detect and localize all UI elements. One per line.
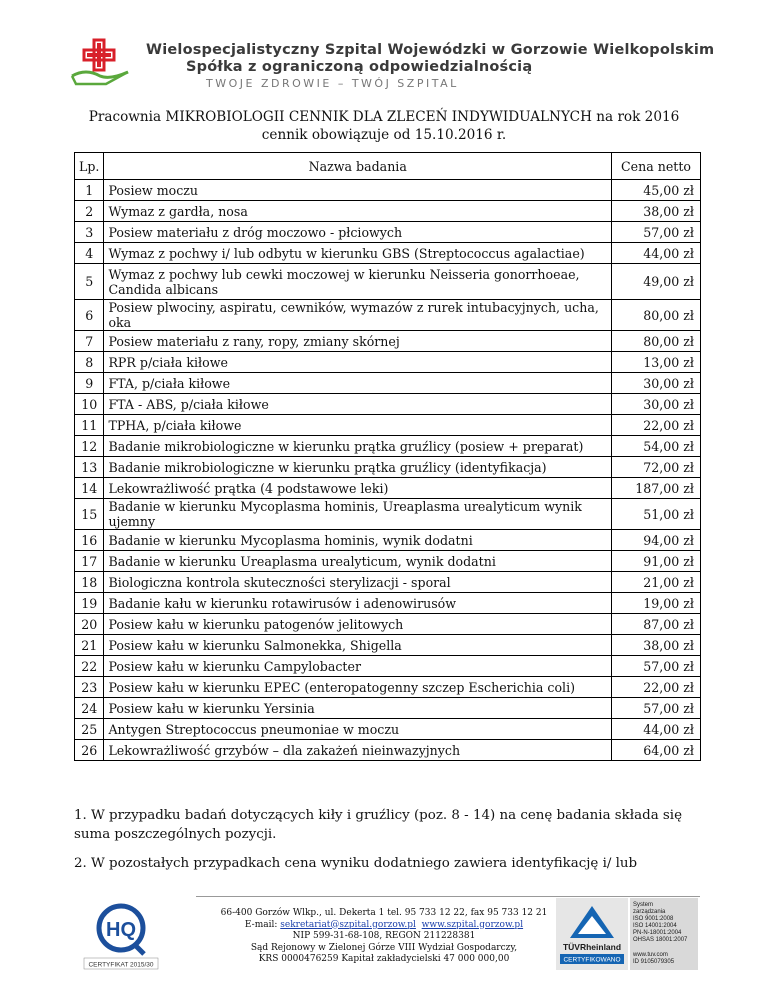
header-test-name: Nazwa badania	[104, 153, 612, 180]
test-name: Posiew materiału z dróg moczowo - płciowych	[104, 222, 612, 243]
table-row	[75, 373, 701, 394]
net-price: 187,00 zł	[612, 478, 701, 499]
row-number: 11	[75, 415, 104, 436]
net-price: 22,00 zł	[612, 415, 701, 436]
row-number: 19	[75, 593, 104, 614]
row-number: 12	[75, 436, 104, 457]
net-price: 30,00 zł	[612, 394, 701, 415]
hospital-legal-form: Spółka z ograniczoną odpowiedzialnością	[186, 59, 533, 75]
net-price: 54,00 zł	[612, 436, 701, 457]
title-line-1: Pracownia MIKROBIOLOGII CENNIK DLA ZLECEŃ INDYWIDUALNYCH na rok 2016	[88, 109, 680, 125]
test-name: Antygen Streptococcus pneumoniae w moczu	[104, 719, 612, 740]
header-net-price: Cena netto	[612, 153, 701, 180]
row-number: 25	[75, 719, 104, 740]
table-row	[75, 457, 701, 478]
net-price: 13,00 zł	[612, 352, 701, 373]
row-number: 18	[75, 572, 104, 593]
table-row	[75, 352, 701, 373]
row-number: 21	[75, 635, 104, 656]
row-number: 24	[75, 698, 104, 719]
tuv-certificate-logo	[556, 898, 698, 970]
net-price: 49,00 zł	[612, 264, 701, 300]
row-number: 1	[75, 180, 104, 201]
table-row	[75, 300, 701, 331]
test-name: Wymaz z gardła, nosa	[104, 201, 612, 222]
net-price: 44,00 zł	[612, 719, 701, 740]
net-price: 45,00 zł	[612, 180, 701, 201]
footer-nip-regon: NIP 599-31-68-108, REGON 211228381	[292, 931, 476, 941]
note-1: 1. W przypadku badań dotyczących kiły i gruźlicy (poz. 8 - 14) na cenę badania składa się suma poszczególnych pozycji.	[74, 808, 683, 842]
row-number: 3	[75, 222, 104, 243]
test-name: Wymaz z pochwy lub cewki moczowej w kierunku Neisseria gonorrhoeae, Candida albicans	[104, 264, 612, 300]
table-row	[75, 572, 701, 593]
table-row	[75, 698, 701, 719]
test-name: Biologiczna kontrola skuteczności sterylizacji - sporal	[104, 572, 612, 593]
row-number: 23	[75, 677, 104, 698]
website-link[interactable]: www.szpital.gorzow.pl	[421, 919, 524, 930]
footer-krs: KRS 0000476259 Kapitał zakładycielski 47 000 000,00	[258, 954, 510, 964]
hq-letters: HQ	[106, 919, 136, 941]
test-name: FTA, p/ciała kiłowe	[104, 373, 612, 394]
row-number: 2	[75, 201, 104, 222]
table-row	[75, 415, 701, 436]
tuv-brand: TÜVRheinland	[562, 942, 622, 952]
test-name: Posiew kału w kierunku Campylobacter	[104, 656, 612, 677]
test-name: Badanie w kierunku Mycoplasma hominis, wynik dodatni	[104, 530, 612, 551]
table-row	[75, 551, 701, 572]
net-price: 51,00 zł	[612, 499, 701, 530]
row-number: 8	[75, 352, 104, 373]
price-table	[74, 152, 701, 761]
row-number: 15	[75, 499, 104, 530]
table-row	[75, 264, 701, 300]
table-row	[75, 478, 701, 499]
net-price: 80,00 zł	[612, 331, 701, 352]
test-name: Posiew kału w kierunku Yersinia	[104, 698, 612, 719]
footer-divider	[196, 896, 700, 897]
table-row	[75, 331, 701, 352]
tuv-system-4: PN-N-18001:2004	[633, 930, 682, 936]
net-price: 80,00 zł	[612, 300, 701, 331]
row-number: 16	[75, 530, 104, 551]
net-price: 57,00 zł	[612, 222, 701, 243]
row-number: 4	[75, 243, 104, 264]
tuv-system-1: zarządzania	[633, 909, 666, 915]
hq-caption: CERTYFIKAT 2015/30	[88, 961, 154, 969]
footer-address: 66-400 Gorzów Wlkp., ul. Dekerta 1 tel. 95 733 12 22, fax 95 733 12 21	[220, 908, 548, 918]
table-row	[75, 656, 701, 677]
tuv-certified: CERTYFIKOWANO	[563, 956, 621, 964]
table-row	[75, 593, 701, 614]
net-price: 30,00 zł	[612, 373, 701, 394]
test-name: Lekowrażliwość grzybów – dla zakażeń nieinwazyjnych	[104, 740, 612, 761]
test-name: Badanie mikrobiologiczne w kierunku prątka gruźlicy (identyfikacja)	[104, 457, 612, 478]
row-number: 9	[75, 373, 104, 394]
test-name: Badanie kału w kierunku rotawirusów i adenowirusów	[104, 593, 612, 614]
tuv-web: www.tuv.com	[633, 952, 668, 958]
net-price: 44,00 zł	[612, 243, 701, 264]
test-name: Posiew plwociny, aspiratu, cewników, wymazów z rurek intubacyjnych, ucha, oka	[104, 300, 612, 331]
test-name: Posiew kału w kierunku patogenów jelitowych	[104, 614, 612, 635]
tuv-system-5: OHSAS 18001:2007	[633, 937, 688, 943]
table-row	[75, 499, 701, 530]
row-number: 6	[75, 300, 104, 331]
table-row	[75, 740, 701, 761]
tuv-id: ID 9105079305	[633, 959, 675, 965]
test-name: Wymaz z pochwy i/ lub odbytu w kierunku GBS (Streptococcus agalactiae)	[104, 243, 612, 264]
hospital-header	[66, 38, 716, 94]
title-line-2: cennik obowiązuje od 15.10.2016 r.	[261, 127, 507, 143]
row-number: 10	[75, 394, 104, 415]
table-row	[75, 677, 701, 698]
net-price: 57,00 zł	[612, 656, 701, 677]
table-body	[75, 180, 701, 761]
test-name: Lekowrażliwość prątka (4 podstawowe leki)	[104, 478, 612, 499]
row-number: 20	[75, 614, 104, 635]
note-2: 2. W pozostałych przypadkach cena wyniku dodatniego zawiera identyfikację i/ lub	[74, 856, 638, 871]
hospital-name: Wielospecjalistyczny Szpital Wojewódzki w Gorzowie Wielkopolskim	[146, 42, 715, 58]
net-price: 91,00 zł	[612, 551, 701, 572]
net-price: 38,00 zł	[612, 635, 701, 656]
footer-court: Sąd Rejonowy w Zielonej Górze VIII Wydział Gospodarczy,	[250, 942, 518, 953]
email-label: E-mail:	[244, 919, 281, 930]
tuv-system-0: System	[633, 902, 654, 908]
notes	[74, 806, 694, 883]
net-price: 21,00 zł	[612, 572, 701, 593]
test-name: FTA - ABS, p/ciała kiłowe	[104, 394, 612, 415]
test-name: Posiew kału w kierunku Salmonekka, Shigella	[104, 635, 612, 656]
net-price: 72,00 zł	[612, 457, 701, 478]
net-price: 57,00 zł	[612, 698, 701, 719]
table-row	[75, 614, 701, 635]
test-name: RPR p/ciała kiłowe	[104, 352, 612, 373]
row-number: 14	[75, 478, 104, 499]
net-price: 38,00 zł	[612, 201, 701, 222]
test-name: Badanie w kierunku Ureaplasma urealyticum, wynik dodatni	[104, 551, 612, 572]
hospital-logo	[66, 38, 136, 88]
table-row	[75, 394, 701, 415]
test-name: TPHA, p/ciała kiłowe	[104, 415, 612, 436]
email-link[interactable]: sekretariat@szpital.gorzow.pl	[280, 919, 416, 930]
test-name: Badanie mikrobiologiczne w kierunku prątka gruźlicy (posiew + preparat)	[104, 436, 612, 457]
tuv-system-2: ISO 9001:2008	[633, 916, 674, 922]
row-number: 26	[75, 740, 104, 761]
net-price: 19,00 zł	[612, 593, 701, 614]
row-number: 22	[75, 656, 104, 677]
table-row	[75, 201, 701, 222]
table-row	[75, 243, 701, 264]
net-price: 94,00 zł	[612, 530, 701, 551]
table-row	[75, 530, 701, 551]
document-title	[0, 108, 768, 144]
net-price: 22,00 zł	[612, 677, 701, 698]
header-lp: Lp.	[75, 153, 104, 180]
table-row	[75, 635, 701, 656]
test-name: Posiew moczu	[104, 180, 612, 201]
test-name: Posiew kału w kierunku EPEC (enteropatogenny szczep Escherichia coli)	[104, 677, 612, 698]
row-number: 17	[75, 551, 104, 572]
table-header-row	[75, 153, 701, 180]
table-row	[75, 719, 701, 740]
tuv-system-3: ISO 14001:2004	[633, 923, 677, 929]
hospital-tagline: TWOJE ZDROWIE – TWÓJ SZPITAL	[206, 77, 459, 90]
net-price: 87,00 zł	[612, 614, 701, 635]
row-number: 7	[75, 331, 104, 352]
table-row	[75, 436, 701, 457]
test-name: Posiew materiału z rany, ropy, zmiany skórnej	[104, 331, 612, 352]
row-number: 5	[75, 264, 104, 300]
test-name: Badanie w kierunku Mycoplasma hominis, Ureaplasma urealyticum wynik ujemny	[104, 499, 612, 530]
table-row	[75, 180, 701, 201]
net-price: 64,00 zł	[612, 740, 701, 761]
row-number: 13	[75, 457, 104, 478]
table-row	[75, 222, 701, 243]
